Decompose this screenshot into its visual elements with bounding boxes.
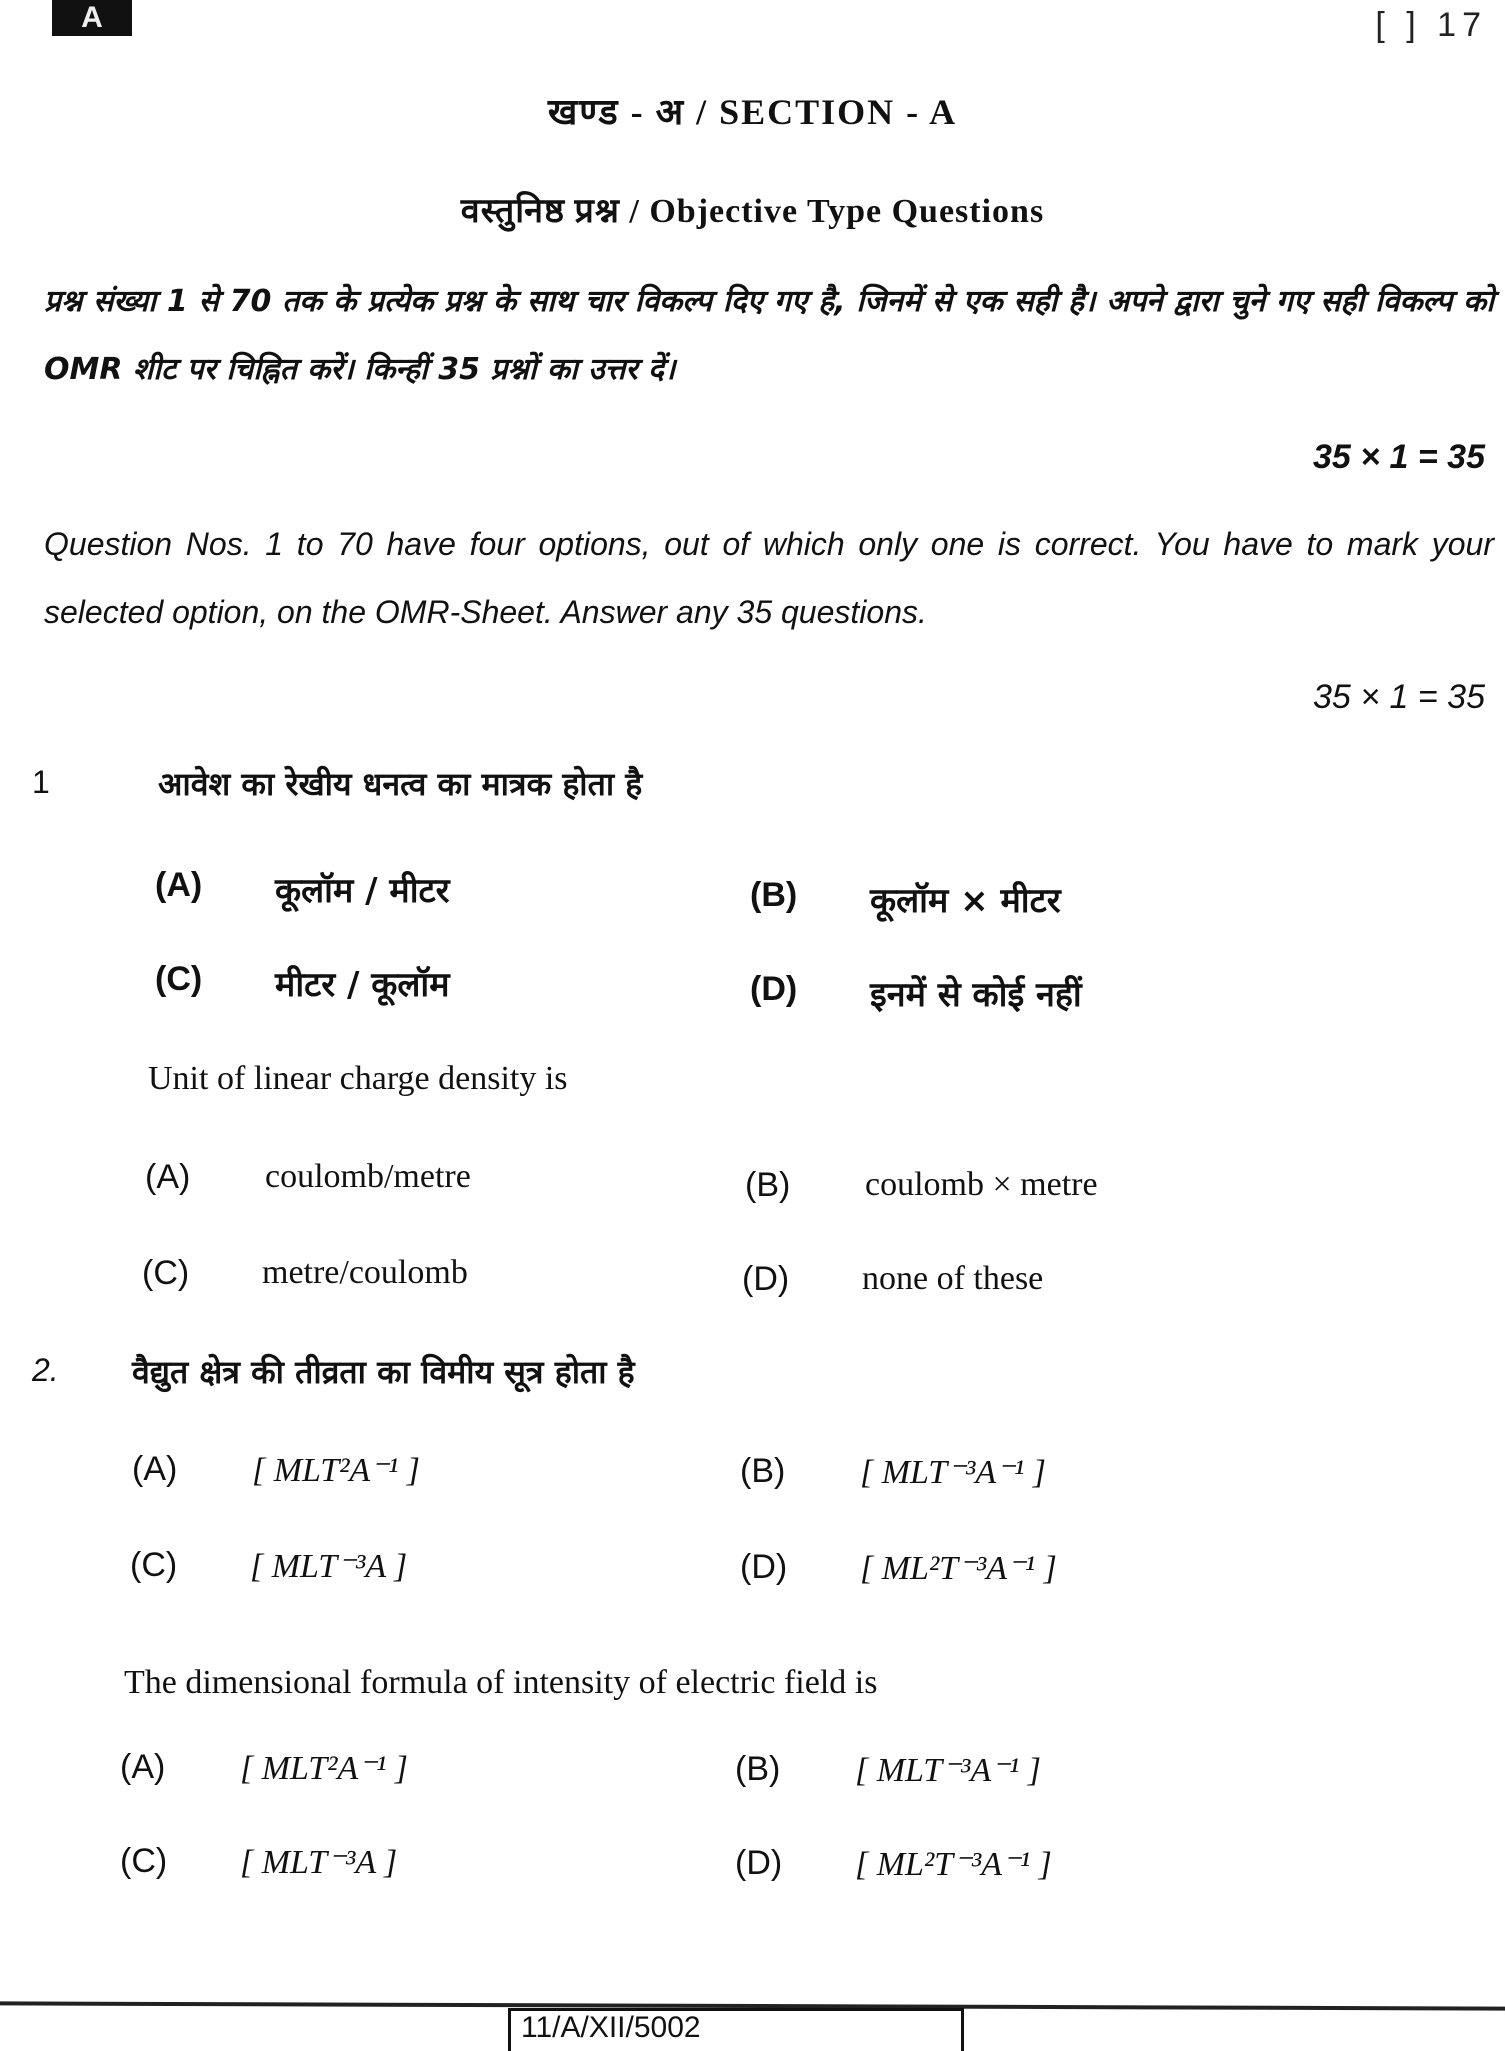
marks-english: 35 × 1 = 35 (1312, 678, 1485, 716)
option-text: कूलॉम / मीटर (275, 871, 450, 911)
option-text: [ ML²T⁻³A⁻¹ ] (855, 1846, 1052, 1883)
option-label: (A) (120, 1748, 166, 1786)
section-title: खण्ड - अ / SECTION - A (547, 92, 958, 132)
option-c (155, 960, 450, 1006)
option-label: (A) (155, 866, 203, 904)
option-text: इनमें से कोई नहीं (870, 975, 1082, 1015)
option-a (132, 1450, 420, 1490)
option-a (155, 866, 450, 912)
set-badge: A (52, 0, 132, 36)
option-label: (C) (142, 1254, 190, 1292)
marks-hindi: 35 × 1 = 35 (1312, 438, 1485, 476)
option-d (742, 1260, 1043, 1299)
option-a (120, 1748, 408, 1788)
option-b (745, 1166, 1098, 1205)
page-code: [ ] 17 (1375, 6, 1487, 44)
option-text: coulomb × metre (865, 1166, 1098, 1203)
option-label: (C) (155, 960, 203, 998)
option-label: (A) (132, 1450, 178, 1488)
question-text-hindi: वैद्युत क्षेत्र की तीव्रता का विमीय सूत्र होता है (132, 1353, 635, 1391)
question-text-english: The dimensional formula of intensity of electric field is (124, 1664, 878, 1701)
question-text-hindi: आवेश का रेखीय धनत्व का मात्रक होता है (158, 765, 643, 803)
question-number: 1 (32, 764, 50, 800)
option-text: [ MLT⁻³A⁻¹ ] (860, 1454, 1046, 1491)
instructions-hindi: प्रश्न संख्या 1 से 70 तक के प्रत्येक प्रश्न के साथ चार विकल्प दिए गए है, जिनमें से एक सही है। अपने द्वारा चुने गए सही विकल्प को OMR शीट पर चिह्नित करें। किन्हीं 35 प्रश्नों का उत्तर दें। (44, 284, 1494, 387)
option-text: मीटर / कूलॉम (275, 965, 450, 1005)
option-label: (B) (745, 1166, 791, 1204)
option-text: [ MLT²A⁻¹ ] (240, 1750, 409, 1787)
section-subtitle: वस्तुनिष्ठ प्रश्न / Objective Type Questions (460, 193, 1045, 230)
option-label: (D) (750, 970, 798, 1008)
question-number: 2. (32, 1352, 59, 1388)
option-d (735, 1844, 1052, 1884)
option-label: (D) (740, 1548, 788, 1586)
question-text-english: Unit of linear charge density is (148, 1060, 568, 1097)
option-label: (D) (735, 1844, 783, 1882)
option-text: metre/coulomb (262, 1254, 468, 1291)
footer-code-box: 11/A/XII/5002 (508, 2008, 964, 2051)
option-text: [ MLT⁻³A ] (240, 1844, 398, 1881)
option-label: (B) (740, 1452, 786, 1490)
option-a (145, 1158, 471, 1197)
option-c (120, 1842, 397, 1882)
option-text: coulomb/metre (265, 1158, 471, 1195)
option-label: (B) (750, 876, 798, 914)
option-c (142, 1254, 468, 1293)
option-label: (D) (742, 1260, 790, 1298)
instructions-english: Question Nos. 1 to 70 have four options, out of which only one is correct. You have to mark your selected option, on the OMR-Sheet. Answer any 35 questions. (44, 526, 1494, 630)
option-b (740, 1452, 1046, 1492)
option-text: [ MLT⁻³A⁻¹ ] (855, 1752, 1041, 1789)
option-d (750, 970, 1082, 1016)
option-label: (C) (120, 1842, 168, 1880)
option-b (750, 876, 1061, 922)
option-label: (A) (145, 1158, 191, 1196)
option-label: (C) (130, 1546, 178, 1584)
option-b (735, 1750, 1041, 1790)
option-label: (B) (735, 1750, 781, 1788)
option-d (740, 1548, 1057, 1588)
option-c (130, 1546, 407, 1586)
option-text: कूलॉम × मीटर (870, 881, 1061, 921)
option-text: [ MLT⁻³A ] (250, 1548, 408, 1585)
option-text: none of these (862, 1260, 1044, 1297)
option-text: [ ML²T⁻³A⁻¹ ] (860, 1550, 1057, 1587)
option-text: [ MLT²A⁻¹ ] (252, 1452, 421, 1489)
